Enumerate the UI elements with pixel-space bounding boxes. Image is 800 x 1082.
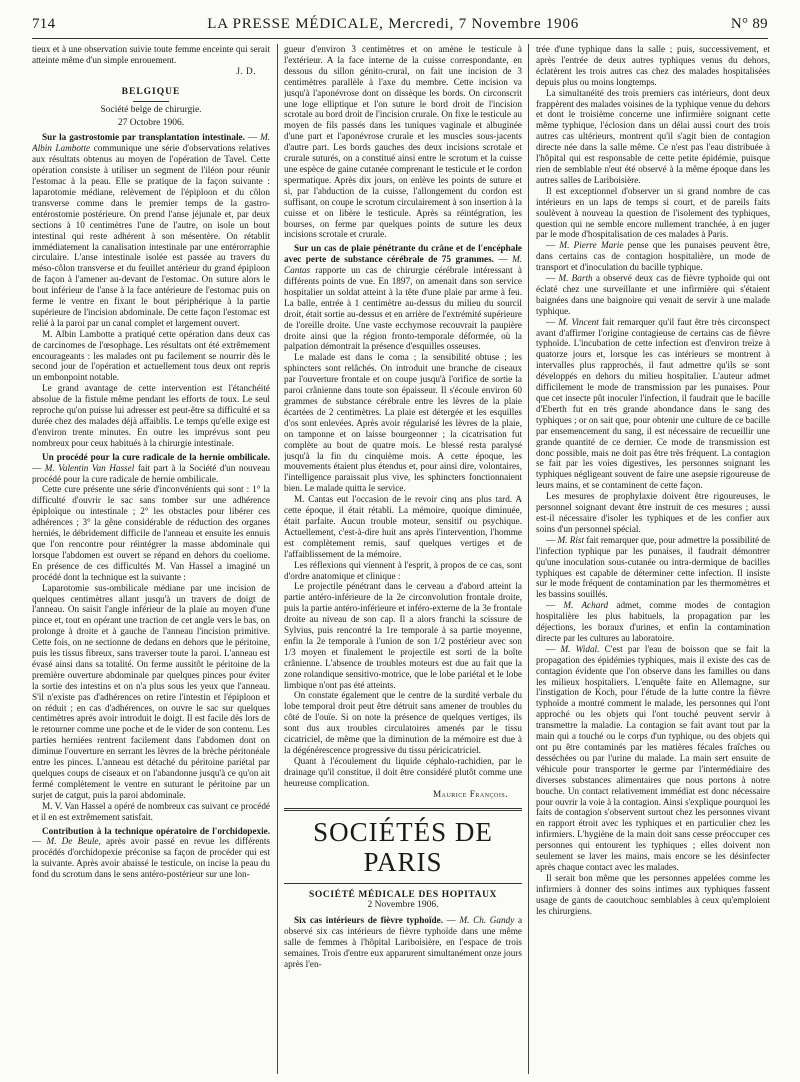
issue-number: N° 89 — [730, 16, 768, 32]
article-orchidopexie: Contribution à la technique opératoire de l'orchidopexie. — M. De Beule, après avoir passé en revue les différents procédés d'orchidopexie préconise sa façon de procéder qui est la suivante. Après avoir abaissé le testicule, on incise la peau du fond du scrotum dans le sens antéro-postérieur sur une lon- — [32, 825, 270, 880]
author-name: M. Pierre Marie — [559, 240, 624, 251]
section-date: 27 Octobre 1906. — [117, 117, 185, 128]
author-name: M. Vincent — [558, 316, 599, 327]
article-text: communique une série d'observations relatives aux résultats obtenus au moyen de l'opération de Tavel. Cette opération consiste à utiliser un segment de l'iléon pour réunir l'estomac à la peau. Elle se pratique de la façon suivante : laparotomie médiane, relèvement de l'épiploon et du côlon transverse comme dans le premier temps de la gastro-entérostomie postérieure. On prend l'anse jéjunale et, par deux sections à 10 centimètres l'une de l'autre, on isole un bout intestinal qui reste adhérent à son mésentère. On rétablit immédiatement la canalisation intestinale par une entérorraphie circulaire. L'anse intestinale isolée est passée au travers du méso-côlon transverse et du feuillet antérieur du grand épiploon de façon à l'amener au-devant de l'estomac. On suture alors le bout inférieur de l'anse à la face antérieure de l'estomac puis on ferme le ventre en fixant le bout périphérique à la partie supérieure de l'incision abdominale. De cette façon l'estomac est relié à la paroi par un canal complet et largement ouvert. — [32, 143, 270, 328]
discussion-widal: — M. Widal. C'est par l'eau de boisson que se fait la propagation des épidémies typhiques, mais il existe des cas de contagion évidente que l'on observe dans les familles ou dans les milieux hospitaliers. L'enquête faite en Allemagne, sur l'instigation de Koch, pour l'étude de la lutte contre la fièvre typhoïde a montré comment le malade, les personnes qui l'ont approché ou les objets qui l'ont touché peuvent servir à transmettre la maladie. La contagion se fait avant tout par la main qui a touché ou le corps d'un typhique, ou des objets qui ont pu être contaminés par les matières fécales fraîches ou desséchées ou par l'urine du malade. La main sert ensuite de véhicule pour transporter le germe par l'intermédiaire des diverses substances alimentaires que nous portons à notre bouche. Un contact relativement immédiat est donc nécessaire pour ouvrir la voie à la contagion. Ainsi s'explique pourquoi les faits de contagion s'observent surtout chez les personnes vivant en rapport étroit avec les typhiques et en particulier chez les infirmiers. L'hygiène de la main doit sans cesse préoccuper ces personnes qui entourent les typhiques ; elles doivent non seulement se laver les mains, mais encore se les désinfecter après chaque contact avec les malades. — [536, 643, 770, 872]
section-title-societes: SOCIÉTÉS DE PARIS — [313, 816, 493, 877]
article-typhoide: Six cas intérieurs de fièvre typhoïde. — M. Ch. Gandy a observé six cas intérieurs de fièvre typhoïde dans une même salle de femmes à l'hôpital Lariboisière, en l'espace de trois semaines. Trois d'entre eux apparurent simultanément onze jours après l'en- — [284, 915, 522, 969]
journal-title: LA PRESSE MÉDICALE, Mercredi, 7 Novembre 1906 — [207, 16, 580, 32]
article-hernie: Un procédé pour la cure radicale de la hernie ombilicale. — M. Valentin Van Hassel fait part à la Société d'un nouveau procédé pour la cure radicale de hernie ombilicale. — [32, 451, 270, 484]
discussion-vincent: — M. Vincent fait remarquer qu'il faut être très circonspect avant d'affirmer l'origine contagieuse de certains cas de fièvre typhoïde. L'incubation de cette infection est d'environ treize à quatorze jours et, lorsque les cas intérieurs se montrent à intervalles plus rapprochés, il faut admettre qu'ils se sont développés en dehors du milieu hospitalier. L'auteur admet difficilement le mode de transmission par les punaises. Pour que cet insecte pût inoculer l'infection, il faudrait que le bacille d'Eberth fut en très grande abondance dans le sang des typhiques ; or on sait que, pour obtenir une culture de ce bacille par ensemencement du sang, il est nécessaire de recueillir une grande quantité de ce dernier. Ce mode de transmission est donc possible, mais ne doit pas être très fréquent. La contagion se fait par les voies digestives, les personnes soignant les typhiques négligeant souvent de faire une asepsie rigoureuse de leurs mains, et se contaminent de cette façon. — [536, 316, 770, 491]
article-paragraph: Le projectile pénétrant dans le cerveau a d'abord atteint la partie antéro-inférieure de la 2e circonvolution frontale droite, puis la partie antéro-inférieure et inféro-externe de la 3e frontale droite au niveau de son cap. Il a alors franchi la scissure de Sylvius, puis rencontré la 1re temporale à sa partie moyenne, enfin la 2e temporale à l'union de son 1/2 postérieur avec son 1/3 moyen et finalement le projectile est sorti de la boîte crânienne. L'absence de troubles moteurs est due au fait que la zone rolandique sensitivo-motrice, que le lobe pariétal et le lobe limbique n'ont pas été atteints. — [284, 581, 522, 690]
article-text: a observé deux cas de fièvre typhoïde qui ont éclaté chez une surveillante et une infirmière qui s'étaient baignées dans une baignoire qui venait de servir à une malade typhique. — [536, 273, 770, 316]
article-text: admet, comme modes de contagion hospitalière les plus habituels, la propagation par les déjections, les boraux d'urines, et enfin la contamination directe par les cultures au laboratoire. — [536, 600, 770, 643]
author-name: M. Barth — [558, 273, 593, 284]
article-paragraph: On constate également que le centre de la surdité verbale du lobe temporal droit peut être détruit sans amener de troubles du côté de l'ouïe. Si on note la présence de quelques vertiges, ils sont dus aux troubles circulatoires amenés par le tissu cicatriciel, de même que la diminution de la mémoire est due à la dégénérescence progressive du tissu péricicatriciel. — [284, 690, 522, 755]
article-text: , après avoir passé en revue les différents procédés d'orchidopexie préconise sa façon de procéder qui est la suivante. Après avoir abaissé le testicule, on incise la peau du fond du scrotum dans le sens antéro-postérieur sur une lon- — [32, 836, 270, 880]
author-name: M. Valentin Van Hassel — [44, 462, 135, 473]
author-name: M. Widal. — [560, 643, 600, 654]
article-text: rapporte un cas de chirurgie cérébrale intéressant à différents points de vue. En 1897, on amenait dans son service hospitalier un soldat atteint à la tête d'une plaie par arme à feu. La balle, entrée à 1 centimètre au-dessus du milieu du sourcil droit, était sortie au-dessus et en arrière de l'extrémité supérieure de l'oreille droite. Une vaste ecchymose recouvrait la paupière droite ainsi que la région fronto-temporale déformée, où la palpation démontrait la présence d'esquilles osseuses. — [284, 265, 522, 352]
column-middle — [284, 44, 522, 1074]
column-right — [536, 44, 770, 1074]
section-double-rule — [284, 808, 522, 811]
article-paragraph: Laparotomie sus-ombilicale médiane par une incision de quelques centimètres allant jusqu'à un travers de doigt de l'anneau. On saisit l'angle inférieur de la plaie au moyen d'une pince et, tout en opérant une traction de cet angle vers le bas, on prolonge à droite et à gauche de l'anneau l'incision primitive. Cette fois, on ne sectionne de dedans en dehors que le péritoine, puis les tissus fibreux, sans traverser toute la paroi. L'anneau est évasé ainsi dans sa totalité. On ferme aussitôt le péritoine de la première ouverture abdominale par quelques pinces pour éviter la sortie des intestins et on n'a plus sous les yeux que l'anneau. S'il n'existe pas d'adhérences on retire l'intestin et l'épiploon et on réduit ; en cas d'adhérences, on ouvre le sac sur quelques centimètres après avoir introduit le doigt. Il est facile dès lors de le retourner comme une poche et de le vider de son contenu. Les parties herniées rentrent facilement dans l'abdomen dont on diminue l'ouverture en serrant les lèvres de la brèche péritonéale entre les pinces. L'anneau est détaché du péritoine pariétal par quelques coups de ciseaux et on l'abandonne jusqu'à ce qu'on ait fermé complètement le ventre en suturant le péritoine par un surjet de catgut, puis la paroi abdominale. — [32, 582, 270, 800]
article-signature: Maurice François. — [432, 788, 508, 799]
article-text: pense que les punaises peuvent être, dans certains cas de contagion hospitalière, un mode de transport et d'inoculation du bacille typhique. — [536, 240, 770, 273]
society-date: 2 Novembre 1906. — [367, 900, 439, 911]
article-paragraph: Cette cure présente une série d'inconvénients qui sont : 1° la difficulté d'ouvrir le sac sans tomber sur une adhérence épiploïque ou intestinale ; 2° les obstacles pour libérer ces adhérences ; 3° la gêne considérable de réduction des organes herniés, le débridement difficile de l'anneau et ensuite les ennuis que l'on rencontre pour réintégrer la masse abdominale qui lorsque l'abdomen est ouvert se répand en dehors du coeliome. En présence de ces difficultés M. Van Hassel a imaginé un procédé dont la technique est la suivante : — [32, 484, 270, 582]
author-name: M. Albin Lambotte — [32, 132, 270, 154]
discussion-rist: — M. Rist fait remarquer que, pour admettre la possibilité de l'infection typhique par les punaises, il faudrait démontrer qu'une inoculation sous-cutanée ou intra-dermique de bacilles typhiques est capable de déterminer cette infection. Il insiste sur le mode fréquent de contamination par les thermomètres et les bassins souillés. — [536, 534, 770, 600]
section-rule — [133, 101, 169, 102]
article-text: a observé six cas intérieurs de fièvre typhoïde dans une même salle de femmes à l'hôpital Lariboisière, en l'espace de trois semaines. Trois d'entre eux apparurent simultanément onze jours après l'en- — [284, 915, 522, 969]
article-heading: Sur la gastrostomie par transplantation intestinale. — [42, 132, 245, 143]
discussion-marie: — M. Pierre Marie pense que les punaises peuvent être, dans certains cas de contagion hospitalière, un mode de transport et d'inoculation du bacille typhique. — [536, 240, 770, 273]
article-text: fait remarquer qu'il faut être très circonspect avant d'affirmer l'origine contagieuse de certains cas de fièvre typhoïde. L'incubation de cette infection est d'environ treize à quatorze jours et, lorsque les cas intérieurs se montrent à intervalles plus rapprochés, il faut admettre qu'ils se sont développés en dehors du milieu hospitalier. L'auteur admet difficilement le mode de transmission par les punaises. Pour que cet insecte pût inoculer l'infection, il faudrait que le bacille d'Eberth fut en très grande abondance dans le sang des typhiques ; or on sait que, pour obtenir une culture de ce bacille par ensemencement du sang, il est nécessaire de recueillir une grande quantité de ce dernier. Ce mode de transmission est donc possible, mais ne doit pas être très fréquent. La contagion se fait par les voies digestives, les personnes soignant les typhiques négligeant souvent de faire une asepsie rigoureuse de leurs mains, et se contaminent de cette façon. — [536, 316, 770, 491]
article-paragraph: M. Cantas eut l'occasion de le revoir cinq ans plus tard. A cette époque, il était rétabli. La mémoire, quoique diminuée, était parfaite. Aucun trouble moteur, sensitif ou psychique. Actuellement, c'est-à-dire huit ans après l'intervention, l'homme est complètement remis, sauf quelques vertiges et de l'affaiblissement de la mémoire. — [284, 494, 522, 559]
article-paragraph: M. V. Van Hassel a opéré de nombreux cas suivant ce procédé et il en est extrêmement satisfait. — [32, 800, 270, 822]
author-name: M. Cantas — [284, 254, 522, 276]
author-name: M. Achard — [563, 600, 609, 611]
page-number: 714 — [32, 16, 56, 32]
column-divider — [528, 44, 529, 1074]
article-paragraph: Les réflexions qui viennent à l'esprit, à propos de ce cas, sont d'ordre anatomique et clinique : — [284, 559, 522, 581]
running-header — [32, 16, 768, 38]
article-paragraph: Il serait bon même que les personnes appelées comme les infirmiers à donner des soins intimes aux typhiques fassent usage de gants de caoutchouc semblables à ceux qu'emploient les chirurgiens. — [536, 872, 770, 916]
discussion-achard: — M. Achard admet, comme modes de contagion hospitalière les plus habituels, la propagation par les déjections, les boraux d'urines, et enfin la contamination directe par les cultures au laboratoire. — [536, 600, 770, 643]
article-paragraph: Le grand avantage de cette intervention est l'étanchéité absolue de la fistule même pendant les efforts de toux. Le seul reproche qu'on puisse lui adresser est peut-être sa difficulté et sa durée chez des malades déjà affaiblis. Le temps qu'elle exige est d'environ trente minutes. En outre les imprévus sont peu nombreux pour ceux habitués à la chirurgie intestinale. — [32, 383, 270, 448]
author-name: M. De Beule — [46, 836, 99, 847]
article-paragraph: Il est exceptionnel d'observer un si grand nombre de cas intérieurs en un laps de temps si court, et de pareils faits soulèvent à nouveau la question de l'isolement des typhiques, question qui ne semble encore nullement tranchée, à en juger par le mode d'hospitalisation de ces malades à Paris. — [536, 185, 770, 240]
article-heading: Sur un cas de plaie pénétrante du crâne et de l'encéphale avec perte de substance cérébrale de 75 grammes. — [284, 243, 522, 265]
article-paragraph: Le malade est dans le coma ; la sensibilité obtuse ; les sphincters sont relâchés. On introduit une branche de ciseaux par l'ouverture frontale et on coupe jusqu'à l'orifice de sortie la paroi crânienne dans toute son épaisseur. Il s'écoule environ 60 grammes de substance cérébrale entre les lèvres de la plaie écartées de 2 centimètres. La plaie est détergée et les esquilles d'os sont enlevées. Après avoir régularisé les lèvres de la plaie, on tamponne et on laisse bourgeonner ; la cicatrisation fut complète au bout de quatre mois. Le blessé resta paralysé jusqu'à la fin du cinquième mois. A cette époque, les mouvements étaient plus étendus et, pour ainsi dire, volontaires, l'intelligence paraissait plus vive, les sphincters fonctionnaient bien. Le malade quitta le service. — [284, 352, 522, 494]
society-title: SOCIÉTÉ MÉDICALE DES HOPITAUX — [309, 889, 497, 900]
section-rule — [284, 883, 522, 884]
article-paragraph: M. Albin Lambotte a pratiqué cette opération dans deux cas de carcinomes de l'œsophage. Les résultats ont été extrêmement encourageants : les malades ont pu facilement se nourrir dès le second jour de l'opération et actuellement tous deux ont repris un embonpoint notable. — [32, 328, 270, 383]
column-left — [32, 44, 270, 1074]
article-heading: Contribution à la technique opératoire de l'orchidopexie. — [42, 825, 270, 836]
article-gastrostomie: Sur la gastrostomie par transplantation intestinale. — M. Albin Lambotte communique une série d'observations relatives aux résultats obtenus au moyen de l'opération de Tavel. Cette opération consiste à utiliser un segment de l'iléon pour réunir l'estomac à la peau. Elle se pratique de la façon suivante : laparotomie médiane, relèvement de l'épiploon et du côlon transverse comme dans le premier temps de la gastro-entérostomie postérieure. On prend l'anse jéjunale et, par deux sections à 10 centimètres l'une de l'autre, on isole un bout intestinal qui reste adhérent à son mésentère. On rétablit immédiatement la canalisation intestinale par une entérorraphie circulaire. L'anse intestinale isolée est passée au travers du méso-côlon transverse et du feuillet antérieur du grand épiploon de façon à l'amener au-devant de l'estomac. On suture alors le bout inférieur de l'anse à la face antérieure de l'estomac puis on ferme le ventre en fixant le bout périphérique à la partie supérieure de l'incision abdominale. De cette façon l'estomac est relié à la paroi par un canal complet et largement ouvert. — [32, 132, 270, 328]
intro-signature: J. D. — [236, 65, 256, 76]
article-text: fait remarquer que, pour admettre la possibilité de l'infection typhique par les punaises, il faudrait démontrer qu'une inoculation sous-cutanée ou intra-dermique de bacilles typhiques est capable de déterminer cette infection. Il insiste sur le mode fréquent de contamination par les thermomètres et les bassins souillés. — [536, 534, 770, 600]
section-society: Société belge de chirurgie. — [100, 104, 202, 115]
article-paragraph: Les mesures de prophylaxie doivent être rigoureuses, le personnel soignant devant être instruit de ces mesures ; aussi est-il nécessaire d'isoler les typhiques et de les confier aux soins d'un personnel spécial. — [536, 491, 770, 534]
intro-paragraph: tieux et à une observation suivie toute femme enceinte qui serait atteinte même d'un simple enrouement. — [32, 44, 270, 65]
article-heading: Six cas intérieurs de fièvre typhoïde. — [294, 915, 443, 926]
article-crane: Sur un cas de plaie pénétrante du crâne et de l'encéphale avec perte de substance cérébrale de 75 grammes. — M. Cantas rapporte un cas de chirurgie cérébrale intéressant à différents points de vue. En 1897, on amenait dans son service hospitalier un soldat atteint à la tête d'une plaie par arme à feu. La balle, entrée à 1 centimètre au-dessus du milieu du sourcil droit, était sortie au-dessus et en arrière de l'extrémité supérieure de l'oreille droite. Une vaste ecchymose recouvrait la paupière droite ainsi que la région fronto-temporale déformée, où la palpation démontrait la présence d'esquilles osseuses. — [284, 243, 522, 352]
column-divider — [277, 44, 278, 1074]
section-title-belgique: BELGIQUE — [121, 86, 181, 97]
article-text: fait part à la Société d'un nouveau procédé pour la cure radicale de hernie ombilicale. — [32, 462, 270, 484]
article-paragraph: Quant à l'écoulement du liquide céphalo-rachidien, par le drainage qu'il constitue, il doit être considéré plutôt comme une heureuse complication. — [284, 755, 522, 788]
discussion-barth: — M. Barth a observé deux cas de fièvre typhoïde qui ont éclaté chez une surveillante et une infirmière qui s'étaient baignées dans une baignoire qui venait de servir à une malade typhique. — [536, 273, 770, 316]
article-heading: Un procédé pour la cure radicale de la hernie ombilicale. — [42, 451, 270, 462]
article-paragraph: La simultanéité des trois premiers cas intérieurs, dont deux frappèrent des malades voisines de la typhique venue du dehors et dont le troisième concerne une infirmière soignant cette même typhique, l'éclosion dans un délai aussi court des trois autres cas ultérieurs, montrent qu'il s'agit bien de contagion directe née dans la salle même. Ce n'est pas l'eau distribuée à l'hôpital qui est responsable de cette petite épidémie, puisque rien de semblable n'eut été observé à la même époque dans les autres salles de Lariboisière. — [536, 87, 770, 185]
author-name: M. Rist — [557, 534, 585, 545]
author-name: M. Ch. Gandy — [459, 915, 515, 926]
article-paragraph: trée d'une typhique dans la salle ; puis, successivement, et après l'entrée de deux autres typhiques venus du dehors, éclatèrent les trois autres cas chez des malades hospitalisées depuis plus ou moins longtemps. — [536, 44, 770, 87]
article-paragraph: gueur d'environ 3 centimètres et on amène le testicule à l'extérieur. A la face interne de la cuisse correspondante, en dessous du sillon génito-crural, on fait une incision de 3 centimètres parallèle à l'axe du membre. Cette incision va jusqu'à l'aponévrose dont on dissèque les bords. On circonscrit une loge elliptique et l'on suture le bord droit de l'incision scrotale au bord droit de l'incision crurale. On fixe le testicule au moyen de fils passés dans les tuniques vaginale et albuginée d'une part et l'aponévrose crurale et les muscles sous-jacents d'autre part. Les bords gauches des deux incisions scrotale et crurale suturés, on a constitué ainsi entre le scrotum et la cuisse une espèce de gaine cutanée comprenant le testicule et le cordon spermatique. Après dix jours, on enlève les points de suture et si, par l'abduction de la cuisse, l'allongement du cordon est suffisant, on coupe le scrotum circulairement à son insertion à la cuisse et on libère le testicule. Après sa réintégration, les bourses, on ferme par quelques points de suture les deux incisions scrotale et crurale. — [284, 44, 522, 240]
header-rule — [32, 38, 768, 39]
article-text: C'est par l'eau de boisson que se fait la propagation des épidémies typhiques, mais il existe des cas de contagion évidente que l'on observe dans les familles ou dans les milieux hospitaliers. L'enquête faite en Allemagne, sur l'instigation de Koch, pour l'étude de la lutte contre la fièvre typhoïde a montré comment le malade, les personnes qui l'ont approché ou les objets qui l'ont touché peuvent servir à transmettre la maladie. La contagion se fait avant tout par la main qui a touché ou le corps d'un typhique, ou des objets qui ont pu être contaminés par les matières fécales fraîches ou desséchées ou par l'urine du malade. La main sert ensuite de véhicule pour transporter le germe par l'intermédiaire des diverses substances alimentaires que nous portons à notre bouche. Un contact relativement immédiat est donc nécessaire pour ouvrir la voie à la contagion. Ainsi s'explique pourquoi les faits de contagion s'observent surtout chez les personnes vivant en rapport étroit avec les typhiques et en particulier chez les infirmiers. L'hygiène de la main doit sans cesse préoccuper ces personnes qui entourent les typhiques ; elles doivent non seulement se laver les mains, mais encore se les désinfecter après chaque contact avec les malades. — [536, 643, 770, 872]
